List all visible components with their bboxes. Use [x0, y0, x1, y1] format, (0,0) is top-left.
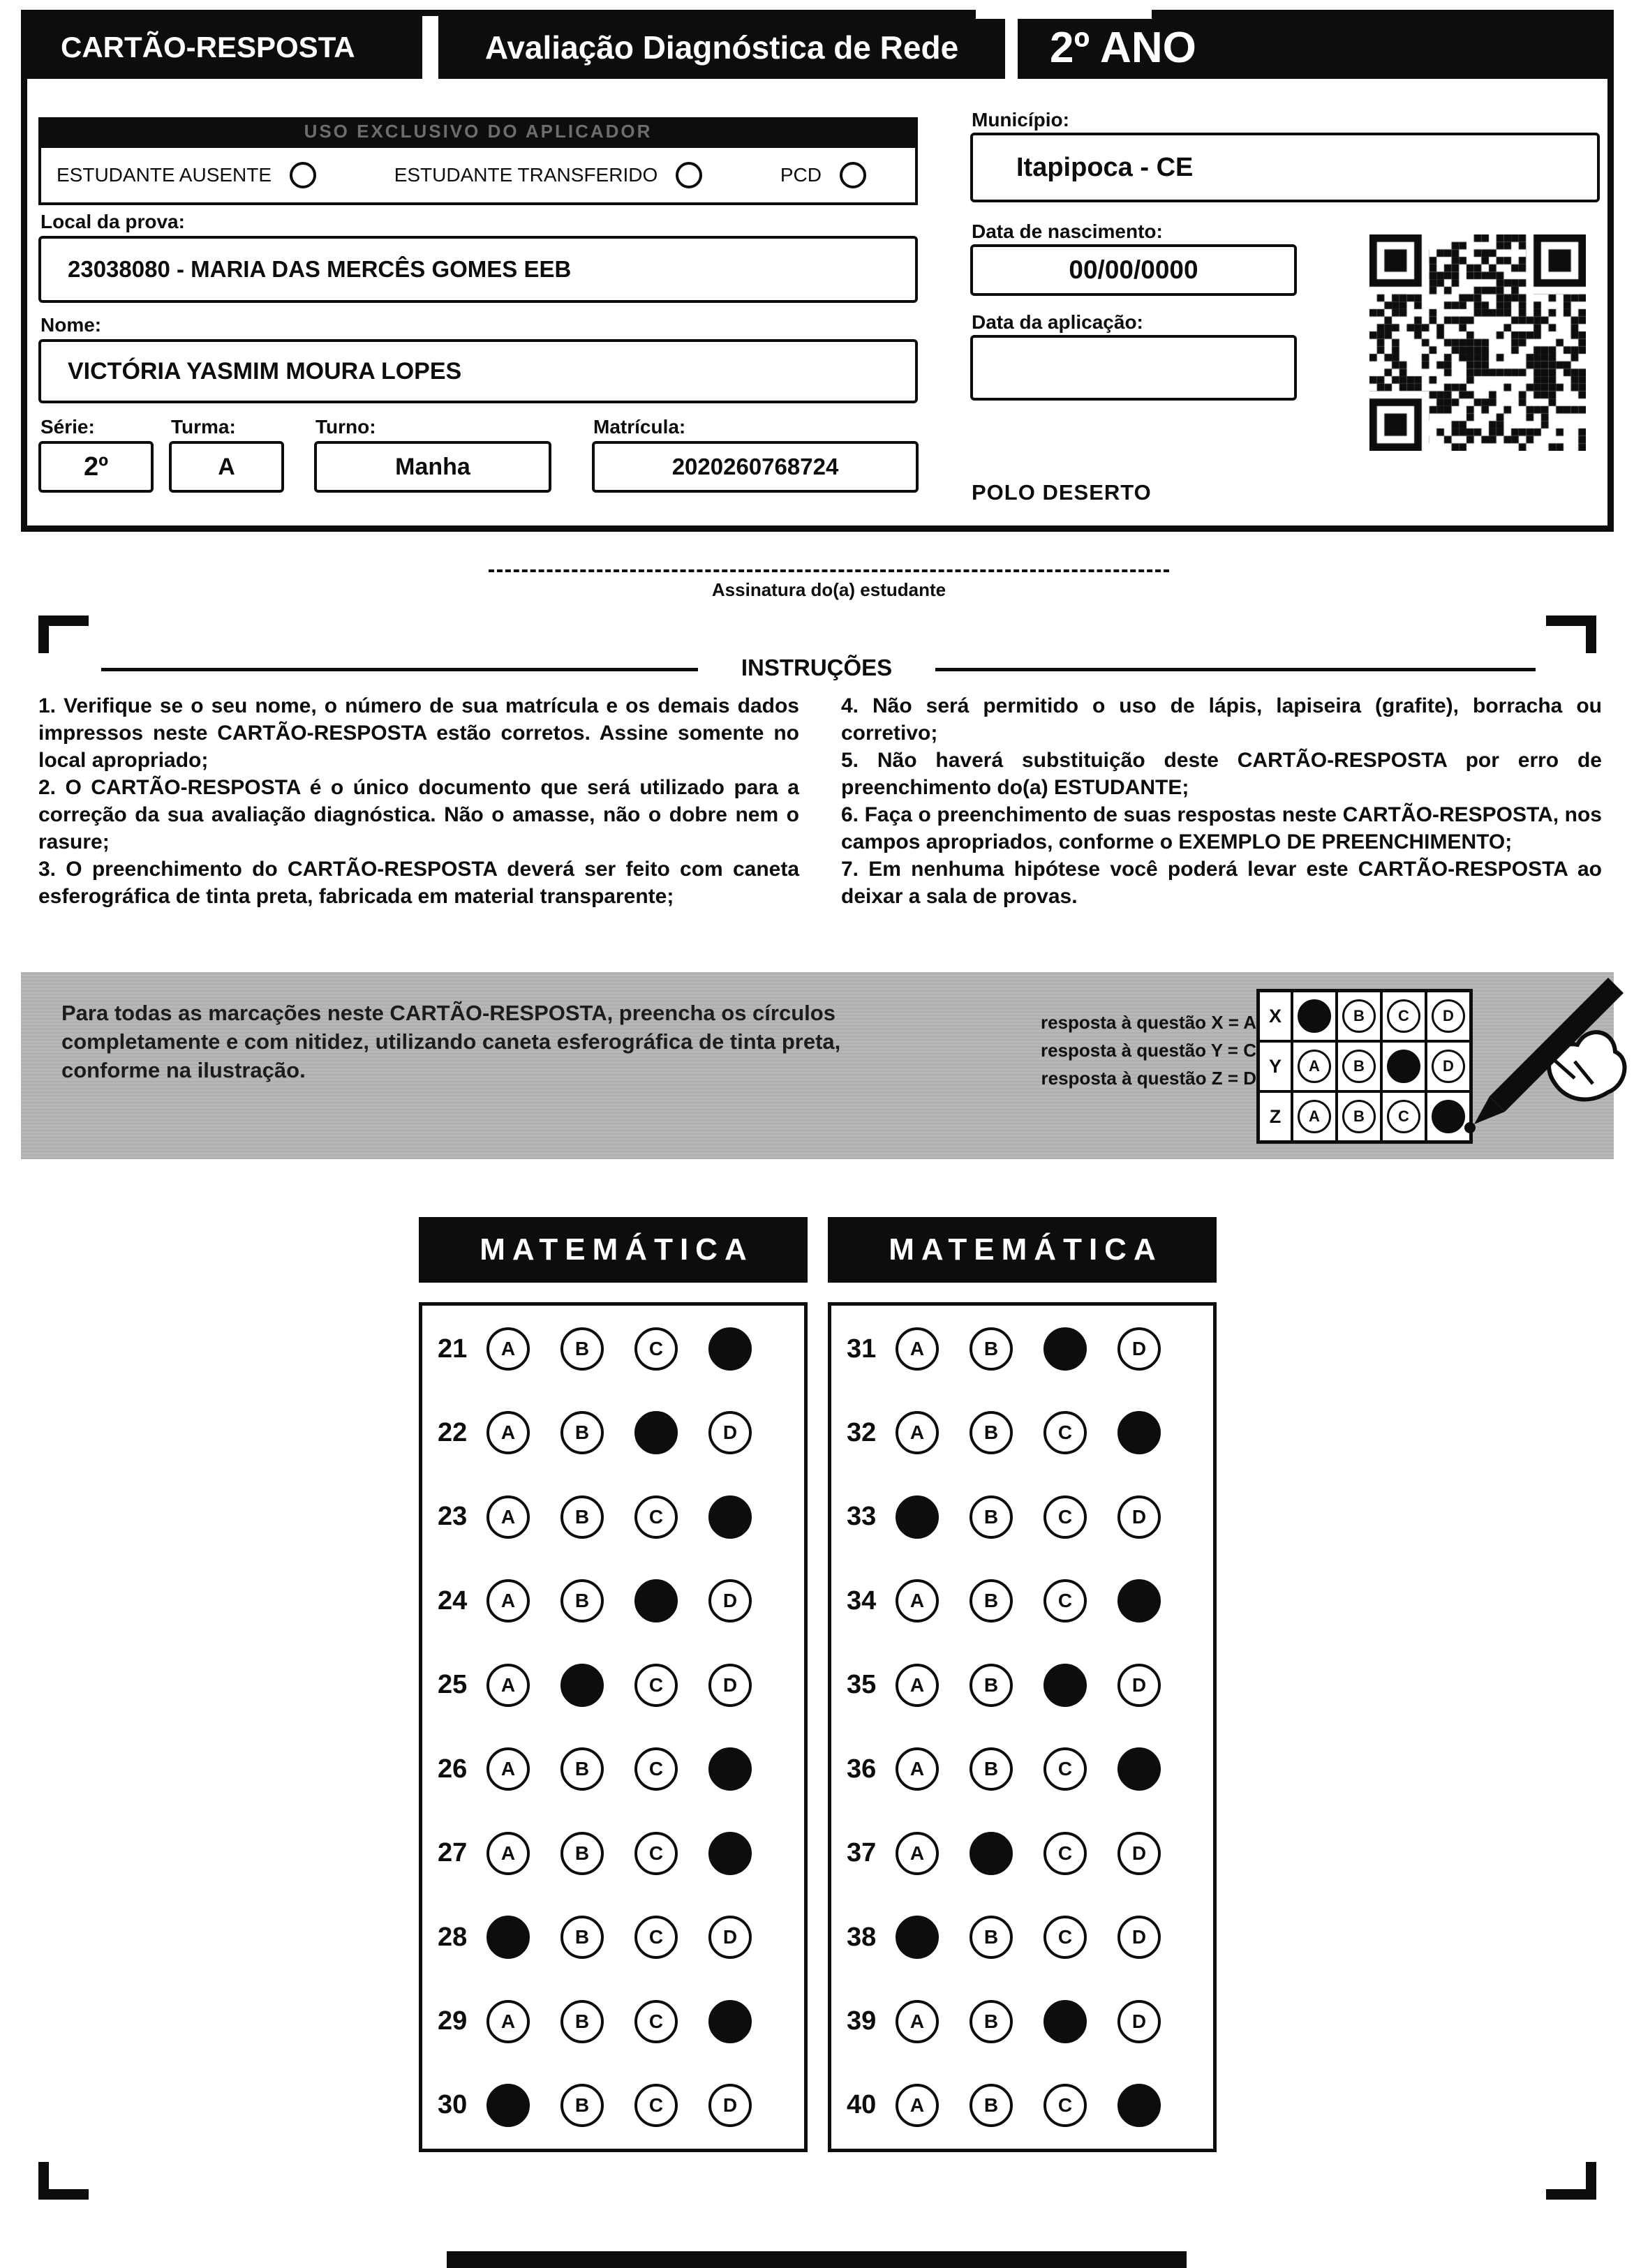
- answer-bubble-q30-A[interactable]: [487, 2084, 530, 2127]
- answer-bubble-q29-A[interactable]: A: [487, 2000, 530, 2043]
- section-header-matematica-right: MATEMÁTICA: [828, 1217, 1217, 1283]
- answer-bubble-q26-B[interactable]: B: [560, 1747, 604, 1791]
- qr-code: [1369, 234, 1586, 451]
- nascimento-value: 00/00/0000: [970, 244, 1297, 296]
- answer-bubble-q29-C[interactable]: C: [634, 2000, 678, 2043]
- example-bubble-Y-B: B: [1342, 1050, 1376, 1083]
- question-number: 22: [438, 1417, 468, 1447]
- example-bubble-Y-D: D: [1432, 1050, 1465, 1083]
- example-cell-Z-C: [1381, 1091, 1426, 1142]
- crop-mark-top-right: [1546, 616, 1596, 653]
- crop-mark-bottom-right: [1546, 2162, 1596, 2200]
- question-number: 25: [438, 1670, 468, 1700]
- answer-bubble-q27-C[interactable]: C: [634, 1832, 678, 1875]
- example-cell-X-C: [1381, 991, 1426, 1041]
- example-bubble-Z-B: B: [1342, 1100, 1376, 1133]
- nome-value: VICTÓRIA YASMIM MOURA LOPES: [38, 339, 918, 403]
- aplicacao-value: [970, 335, 1297, 401]
- question-number: 36: [847, 1754, 877, 1784]
- question-number: 39: [847, 2006, 877, 2036]
- serie-label: Série:: [40, 416, 95, 438]
- option-estudante-transferido: [394, 162, 703, 188]
- answer-row-q26: [438, 1747, 804, 1791]
- answer-bubble-q32-A[interactable]: A: [896, 1411, 939, 1454]
- registration-bar-bottom: [447, 2251, 1187, 2268]
- answer-row-q28: [438, 1915, 804, 1960]
- municipio-value: Itapipoca - CE: [970, 133, 1600, 202]
- answer-column-right: [828, 1302, 1217, 2152]
- answer-bubble-q33-A[interactable]: [896, 1495, 939, 1539]
- sheet-title: CARTÃO-RESPOSTA: [27, 16, 422, 79]
- answer-bubble-q24-D[interactable]: D: [708, 1579, 752, 1622]
- answer-row-q21: [438, 1327, 804, 1371]
- estudante-transferido-circle[interactable]: [676, 162, 702, 188]
- local-da-prova-value: 23038080 - MARIA DAS MERCÊS GOMES EEB: [38, 236, 918, 303]
- applicator-only-bar: USO EXCLUSIVO DO APLICADOR: [38, 117, 918, 145]
- answer-bubble-q32-B[interactable]: B: [970, 1411, 1013, 1454]
- answer-bubble-q32-C[interactable]: C: [1043, 1411, 1087, 1454]
- answer-bubble-q25-C[interactable]: C: [634, 1664, 678, 1707]
- question-number: 40: [847, 2090, 877, 2120]
- answer-bubble-q24-A[interactable]: A: [487, 1579, 530, 1622]
- question-number: 23: [438, 1502, 468, 1532]
- example-bubble-Z-A: A: [1298, 1100, 1331, 1133]
- crop-mark-top-left: [38, 616, 89, 653]
- estudante-ausente-circle[interactable]: [290, 162, 316, 188]
- question-number: 34: [847, 1586, 877, 1616]
- answer-bubble-q23-C[interactable]: C: [634, 1495, 678, 1539]
- answer-bubble-q21-B[interactable]: B: [560, 1327, 604, 1371]
- answer-bubble-q36-D[interactable]: [1117, 1747, 1161, 1791]
- answer-bubble-q38-B[interactable]: B: [970, 1916, 1013, 1959]
- answer-bubble-q22-C[interactable]: [634, 1411, 678, 1454]
- example-cell-Y-C: [1381, 1041, 1426, 1091]
- answer-bubble-q26-C[interactable]: C: [634, 1747, 678, 1791]
- serie-value: 2º: [38, 441, 154, 493]
- answer-bubble-q33-D[interactable]: D: [1117, 1495, 1161, 1539]
- question-number: 30: [438, 2090, 468, 2120]
- question-number: 27: [438, 1838, 468, 1868]
- answer-bubble-q26-A[interactable]: A: [487, 1747, 530, 1791]
- instruction-item: 1. Verifique se o seu nome, o número de sua matrícula e os demais dados impressos neste CARTÃO-RESPOSTA estão corretos. Assine somente no local apropriado;: [38, 694, 799, 772]
- turno-value: Manha: [314, 441, 551, 493]
- polo-label: POLO DESERTO: [972, 480, 1152, 505]
- answer-row-q27: [438, 1831, 804, 1876]
- answer-row-q31: [847, 1327, 1213, 1371]
- example-bubble-Z-C: C: [1387, 1100, 1420, 1133]
- answer-bubble-q23-A[interactable]: A: [487, 1495, 530, 1539]
- answer-bubble-q34-D[interactable]: [1117, 1579, 1161, 1622]
- answer-bubble-q39-A[interactable]: A: [896, 2000, 939, 2043]
- question-number: 28: [438, 1922, 468, 1952]
- instruction-item: 4. Não será permitido o uso de lápis, lapiseira (grafite), borracha ou corretivo;: [841, 694, 1602, 745]
- example-legend-line: resposta à questão X = A: [1041, 1012, 1256, 1033]
- aplicacao-label: Data da aplicação:: [972, 311, 1143, 333]
- assessment-subtitle: Avaliação Diagnóstica de Rede: [438, 16, 1005, 79]
- answer-bubble-q34-A[interactable]: A: [896, 1579, 939, 1622]
- pcd-label: PCD: [780, 164, 822, 186]
- fill-example-band: [21, 972, 1614, 1159]
- turma-label: Turma:: [171, 416, 236, 438]
- example-cell-Z-B: [1337, 1091, 1381, 1142]
- answer-bubble-q37-C[interactable]: C: [1043, 1832, 1087, 1875]
- answer-bubble-q32-D[interactable]: [1117, 1411, 1161, 1454]
- question-number: 38: [847, 1922, 877, 1952]
- answer-bubble-q21-D[interactable]: [708, 1327, 752, 1371]
- answer-bubble-q23-D[interactable]: [708, 1495, 752, 1539]
- answer-bubble-q40-B[interactable]: B: [970, 2084, 1013, 2127]
- answer-column-left: [419, 1302, 808, 2152]
- answer-bubble-q28-B[interactable]: B: [560, 1916, 604, 1959]
- answer-row-q33: [847, 1495, 1213, 1539]
- answer-bubble-q36-A[interactable]: A: [896, 1747, 939, 1791]
- estudante-ausente-label: ESTUDANTE AUSENTE: [57, 164, 272, 186]
- instruction-item: 5. Não haverá substituição deste CARTÃO-RESPOSTA por erro de preenchimento do(a) ESTUDANTE;: [841, 749, 1602, 799]
- example-legend-line: resposta à questão Z = D: [1041, 1068, 1256, 1089]
- answer-row-q25: [438, 1663, 804, 1708]
- answer-bubble-q22-A[interactable]: A: [487, 1411, 530, 1454]
- crop-mark-bottom-left: [38, 2162, 89, 2200]
- answer-bubble-q29-B[interactable]: B: [560, 2000, 604, 2043]
- question-number: 21: [438, 1334, 468, 1364]
- question-number: 33: [847, 1502, 877, 1532]
- question-number: 26: [438, 1754, 468, 1784]
- answer-bubble-q38-D[interactable]: D: [1117, 1916, 1161, 1959]
- answer-bubble-q26-D[interactable]: [708, 1747, 752, 1791]
- answer-row-q34: [847, 1579, 1213, 1623]
- example-cell-Y-A: [1292, 1041, 1337, 1091]
- municipio-label: Município:: [972, 109, 1069, 130]
- example-bubble-X-C: C: [1387, 999, 1420, 1033]
- answer-bubble-q38-C[interactable]: C: [1043, 1916, 1087, 1959]
- answer-bubble-q23-B[interactable]: B: [560, 1495, 604, 1539]
- local-da-prova-label: Local da prova:: [40, 211, 185, 232]
- answer-bubble-q30-B[interactable]: B: [560, 2084, 604, 2127]
- example-cell-X-A: [1292, 991, 1337, 1041]
- pcd-circle[interactable]: [840, 162, 866, 188]
- answer-bubble-q27-D[interactable]: [708, 1832, 752, 1875]
- answer-bubble-q37-D[interactable]: D: [1117, 1832, 1161, 1875]
- answer-row-q38: [847, 1915, 1213, 1960]
- answer-bubble-q40-C[interactable]: C: [1043, 2084, 1087, 2127]
- answer-bubble-q34-B[interactable]: B: [970, 1579, 1013, 1622]
- answer-bubble-q24-C[interactable]: [634, 1579, 678, 1622]
- answer-bubble-q39-D[interactable]: D: [1117, 2000, 1161, 2043]
- answer-bubble-q37-B[interactable]: [970, 1832, 1013, 1875]
- answer-bubble-q36-C[interactable]: C: [1043, 1747, 1087, 1791]
- grade-label: 2º ANO: [1018, 16, 1607, 79]
- answer-bubble-q40-D[interactable]: [1117, 2084, 1161, 2127]
- answer-row-q35: [847, 1663, 1213, 1708]
- answer-bubble-q31-C[interactable]: [1043, 1327, 1087, 1371]
- answer-bubble-q25-A[interactable]: A: [487, 1664, 530, 1707]
- answer-bubble-q39-B[interactable]: B: [970, 2000, 1013, 2043]
- question-number: 24: [438, 1586, 468, 1616]
- answer-row-q24: [438, 1579, 804, 1623]
- question-number: 32: [847, 1417, 877, 1447]
- applicator-options-box: [38, 145, 918, 205]
- answer-bubble-q37-A[interactable]: A: [896, 1832, 939, 1875]
- answer-bubble-q21-C[interactable]: C: [634, 1327, 678, 1371]
- instruction-item: 2. O CARTÃO-RESPOSTA é o único documento que será utilizado para a correção da sua avaliação diagnóstica. Não o amasse, não o dobre nem o rasure;: [38, 776, 799, 853]
- answer-bubble-q27-A[interactable]: A: [487, 1832, 530, 1875]
- question-number: 29: [438, 2006, 468, 2036]
- answer-bubble-q22-D[interactable]: D: [708, 1411, 752, 1454]
- answer-row-q29: [438, 1999, 804, 2044]
- answer-row-q23: [438, 1495, 804, 1539]
- answer-bubble-q28-D[interactable]: D: [708, 1916, 752, 1959]
- answer-bubble-q35-C[interactable]: [1043, 1664, 1087, 1707]
- example-row-label-Z: Z: [1258, 1091, 1292, 1142]
- instructions-rule-left: [101, 668, 698, 671]
- example-bubble-Y-C: [1387, 1050, 1420, 1083]
- section-header-matematica-left: MATEMÁTICA: [419, 1217, 808, 1283]
- answer-bubble-q29-D[interactable]: [708, 2000, 752, 2043]
- instruction-item: 6. Faça o preenchimento de suas respostas neste CARTÃO-RESPOSTA, nos campos apropriados, conforme o EXEMPLO DE PREENCHIMENTO;: [841, 803, 1602, 853]
- turno-label: Turno:: [315, 416, 376, 438]
- answer-bubble-q25-B[interactable]: [560, 1664, 604, 1707]
- instructions-column-left: [38, 692, 799, 910]
- fill-instructions-text: Para todas as marcações neste CARTÃO-RESPOSTA, preencha os círculos completamente e com nitidez, utilizando caneta esferográfica de tinta preta, conforme na ilustração.: [61, 1001, 841, 1082]
- answer-bubble-q36-B[interactable]: B: [970, 1747, 1013, 1791]
- answer-bubble-q22-B[interactable]: B: [560, 1411, 604, 1454]
- answer-bubble-q33-B[interactable]: B: [970, 1495, 1013, 1539]
- nome-label: Nome:: [40, 314, 102, 336]
- example-bubble-Y-A: A: [1298, 1050, 1331, 1083]
- answer-bubble-q28-C[interactable]: C: [634, 1916, 678, 1959]
- answer-bubble-q38-A[interactable]: [896, 1916, 939, 1959]
- example-row-label-Y: Y: [1258, 1041, 1292, 1091]
- answer-row-q37: [847, 1831, 1213, 1876]
- instructions-column-right: [841, 692, 1602, 910]
- signature-label: Assinatura do(a) estudante: [711, 579, 946, 600]
- answer-bubble-q35-A[interactable]: A: [896, 1664, 939, 1707]
- answer-bubble-q28-A[interactable]: [487, 1916, 530, 1959]
- answer-bubble-q31-B[interactable]: B: [970, 1327, 1013, 1371]
- answer-bubble-q33-C[interactable]: C: [1043, 1495, 1087, 1539]
- answer-bubble-q30-D[interactable]: D: [708, 2084, 752, 2127]
- pen-hand-icon: [1438, 973, 1634, 1156]
- answer-bubble-q25-D[interactable]: D: [708, 1664, 752, 1707]
- estudante-transferido-label: ESTUDANTE TRANSFERIDO: [394, 164, 658, 186]
- answer-row-q40: [847, 2083, 1213, 2128]
- example-bubble-X-B: B: [1342, 999, 1376, 1033]
- question-number: 31: [847, 1334, 877, 1364]
- answer-bubble-q40-A[interactable]: A: [896, 2084, 939, 2127]
- answer-bubble-q27-B[interactable]: B: [560, 1832, 604, 1875]
- answer-bubble-q35-B[interactable]: B: [970, 1664, 1013, 1707]
- example-bubble-X-D: D: [1432, 999, 1465, 1033]
- question-number: 37: [847, 1838, 877, 1868]
- matricula-value: 2020260768724: [592, 441, 919, 493]
- instructions-title: INSTRUÇÕES: [741, 655, 893, 680]
- example-bubble-X-A: [1298, 999, 1331, 1033]
- turma-value: A: [169, 441, 284, 493]
- answer-bubble-q21-A[interactable]: A: [487, 1327, 530, 1371]
- example-legend-line: resposta à questão Y = C: [1040, 1040, 1256, 1061]
- question-number: 35: [847, 1670, 877, 1700]
- instructions-rule-right: [935, 668, 1536, 671]
- answer-bubble-q31-A[interactable]: A: [896, 1327, 939, 1371]
- example-legend: [984, 1008, 1256, 1092]
- answer-bubble-q34-C[interactable]: C: [1043, 1579, 1087, 1622]
- answer-row-q32: [847, 1410, 1213, 1455]
- instruction-item: 3. O preenchimento do CARTÃO-RESPOSTA deverá ser feito com caneta esferográfica de tinta preta, fabricada em material transparente;: [38, 858, 799, 908]
- example-cell-Z-A: [1292, 1091, 1337, 1142]
- example-cell-X-B: [1337, 991, 1381, 1041]
- answer-bubble-q35-D[interactable]: D: [1117, 1664, 1161, 1707]
- signature-line[interactable]: [489, 569, 1169, 572]
- answer-row-q22: [438, 1410, 804, 1455]
- option-pcd: [780, 162, 866, 188]
- option-estudante-ausente: [57, 162, 316, 188]
- nascimento-label: Data de nascimento:: [972, 221, 1163, 242]
- answer-bubble-q30-C[interactable]: C: [634, 2084, 678, 2127]
- example-cell-Y-B: [1337, 1041, 1381, 1091]
- answer-row-q30: [438, 2083, 804, 2128]
- answer-bubble-q39-C[interactable]: [1043, 2000, 1087, 2043]
- example-row-label-X: X: [1258, 991, 1292, 1041]
- answer-row-q39: [847, 1999, 1213, 2044]
- registration-notch: [976, 7, 1152, 19]
- answer-row-q36: [847, 1747, 1213, 1791]
- answer-bubble-q24-B[interactable]: B: [560, 1579, 604, 1622]
- matricula-label: Matrícula:: [593, 416, 686, 438]
- instruction-item: 7. Em nenhuma hipótese você poderá levar este CARTÃO-RESPOSTA ao deixar a sala de provas.: [841, 858, 1602, 908]
- answer-bubble-q31-D[interactable]: D: [1117, 1327, 1161, 1371]
